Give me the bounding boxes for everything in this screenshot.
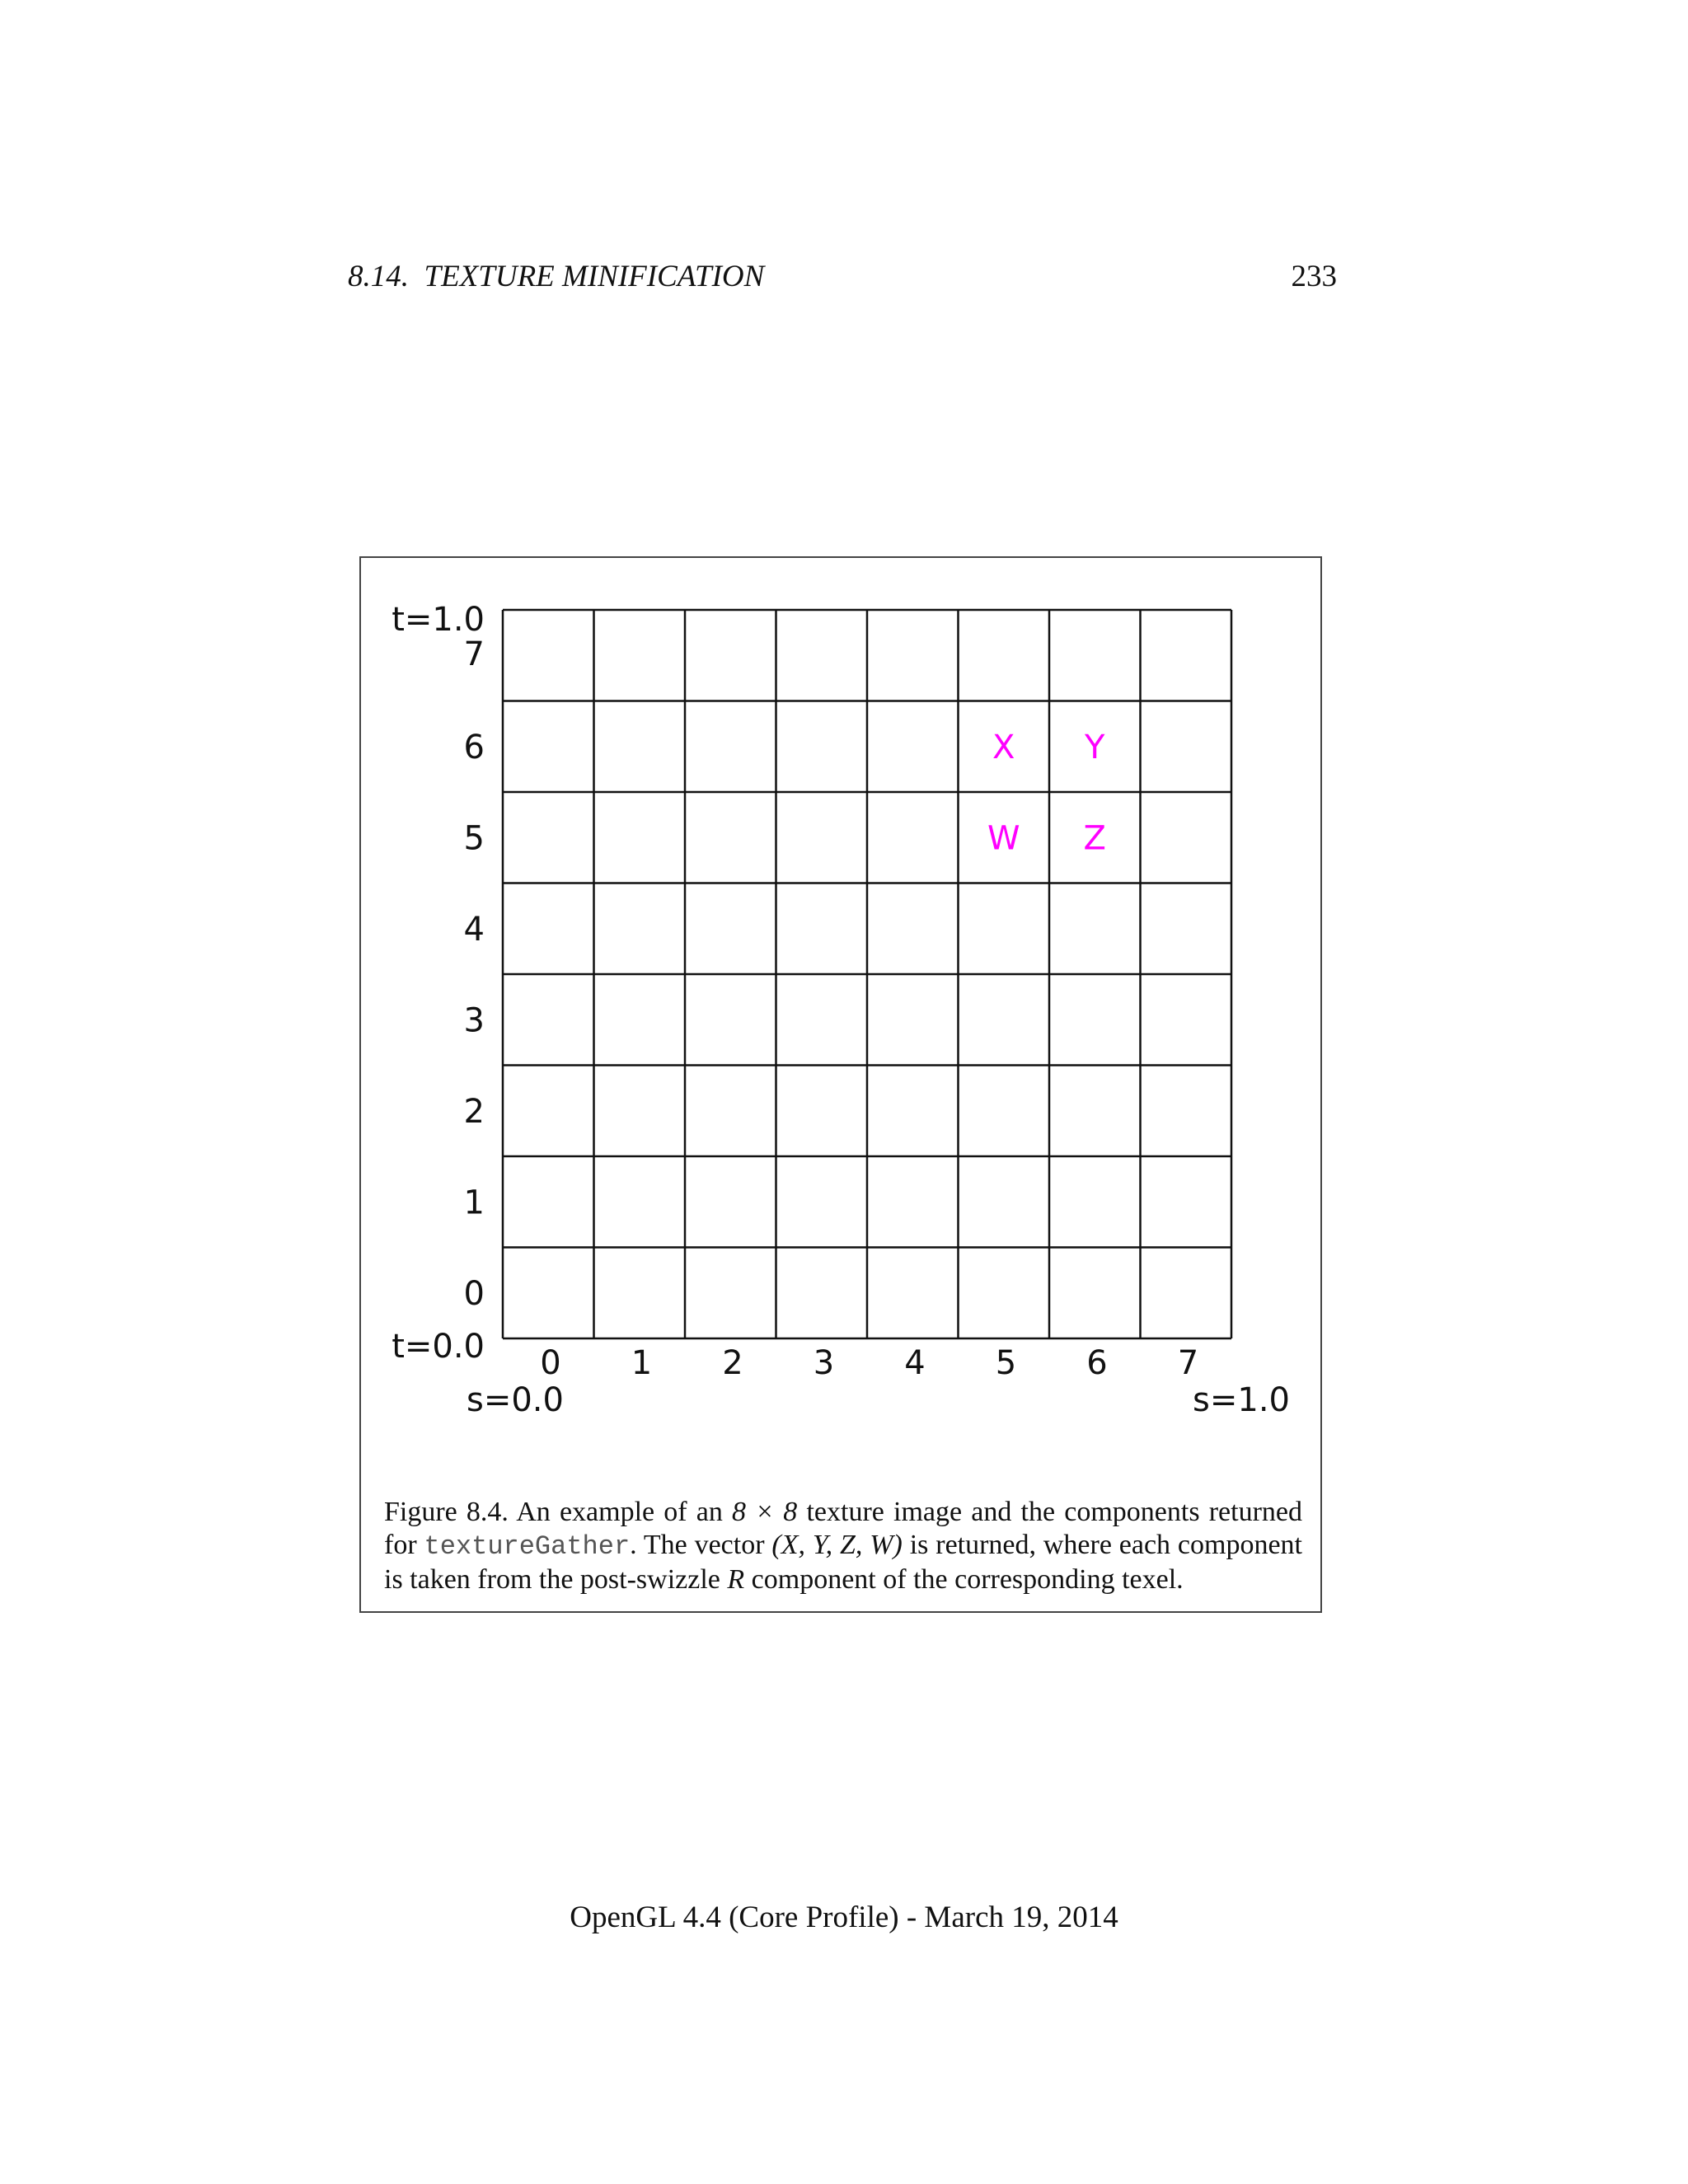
column-label: 6	[1086, 1344, 1108, 1382]
row-label: 3	[463, 1001, 485, 1040]
gather-label-x: X	[992, 728, 1015, 766]
caption-text: component of the corresponding texel.	[744, 1564, 1184, 1595]
section-title: 8.14. TEXTURE MINIFICATION	[348, 260, 765, 293]
row-label: 4	[463, 910, 485, 949]
page-number: 233	[1291, 260, 1337, 293]
column-label: 5	[995, 1344, 1017, 1382]
column-label: 3	[813, 1344, 835, 1382]
column-label: 4	[904, 1344, 926, 1382]
caption-math-vector: (X, Y, Z, W)	[771, 1530, 903, 1560]
gather-label-w: W	[987, 819, 1020, 858]
gather-label-y: Y	[1085, 728, 1105, 766]
column-label: 2	[722, 1344, 743, 1382]
t-top-label: t=1.0	[392, 601, 485, 639]
caption-text: texture image and the components returned for	[384, 1497, 1302, 1560]
column-labels	[540, 1344, 1198, 1382]
row-label: 5	[463, 819, 485, 858]
gather-label-z: Z	[1083, 819, 1106, 858]
column-label: 1	[631, 1344, 653, 1382]
column-label: 7	[1177, 1344, 1199, 1382]
row-label: 2	[463, 1092, 485, 1131]
s-right-label: s=1.0	[1193, 1381, 1290, 1419]
t-bottom-label: t=0.0	[392, 1328, 485, 1366]
figure-caption	[384, 1496, 1302, 1596]
row-label: 7	[463, 635, 485, 673]
caption-math-r: R	[727, 1564, 745, 1595]
s-left-label: s=0.0	[467, 1381, 564, 1419]
row-label: 6	[463, 728, 485, 766]
caption-text: . The vector	[630, 1530, 772, 1560]
caption-math-size: 8 × 8	[732, 1497, 798, 1527]
row-labels	[464, 635, 485, 1313]
row-label: 0	[463, 1274, 485, 1313]
texture-grid	[503, 610, 1231, 1338]
caption-text: Figure 8.4. An example of an	[384, 1497, 733, 1527]
row-label: 1	[463, 1183, 485, 1222]
caption-code-texturegather: textureGather	[424, 1531, 631, 1562]
column-label: 0	[540, 1344, 561, 1382]
page-footer: OpenGL 4.4 (Core Profile) - March 19, 2014	[570, 1900, 1118, 1934]
caption-text: is returned, where each component is taken from the post-swizzle	[384, 1530, 1302, 1595]
